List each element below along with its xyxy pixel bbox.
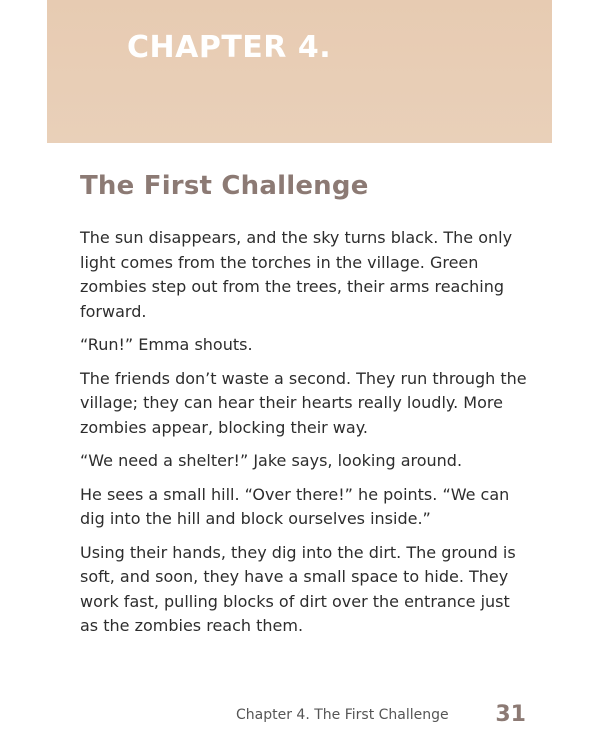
chapter-header-band	[47, 0, 552, 143]
body-paragraph: The friends don’t waste a second. They run through the village; they can hear their hearts really loudly. More zombies appear, blocking their way.	[80, 368, 527, 437]
running-title: Chapter 4. The First Challenge	[236, 707, 449, 723]
body-paragraph: Using their hands, they dig into the dirt. The ground is soft, and soon, they have a small space to hide. They work fast, pulling blocks of dirt over the entrance just as the zombies reach them.	[80, 542, 516, 635]
body-paragraph: “We need a shelter!” Jake says, looking around.	[80, 451, 463, 470]
body-paragraph: The sun disappears, and the sky turns black. The only light comes from the torches in the village. Green zombies step out from the trees, their arms reaching forward.	[80, 228, 513, 321]
page-number: 31	[495, 702, 526, 727]
chapter-heading: CHAPTER 4.	[127, 30, 332, 65]
page-footer	[236, 702, 526, 732]
body-paragraph: He sees a small hill. “Over there!” he points. “We can dig into the hill and block ourselves inside.”	[80, 484, 510, 528]
chapter-title: The First Challenge	[80, 171, 369, 201]
body-paragraph: “Run!” Emma shouts.	[80, 335, 253, 354]
chapter-body	[80, 226, 530, 648]
